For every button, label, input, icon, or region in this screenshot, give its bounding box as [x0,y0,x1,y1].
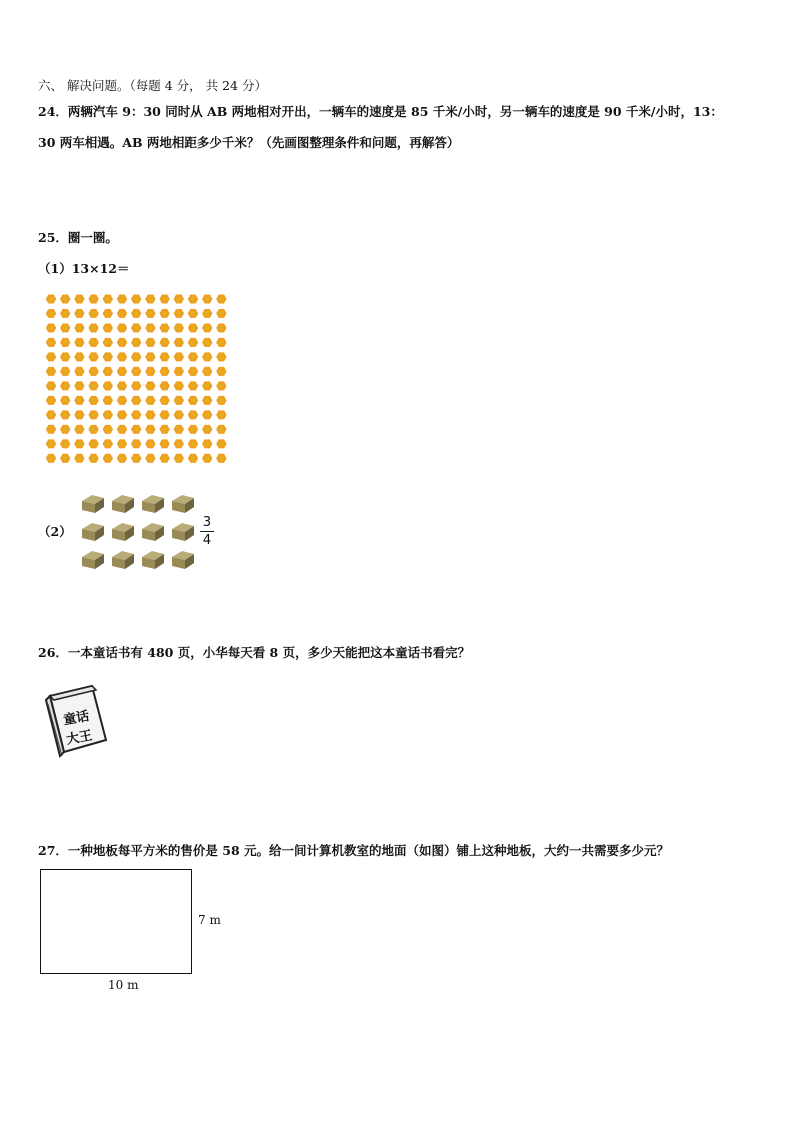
brick-icon [142,495,164,513]
brick-icon [112,551,134,569]
flower-icon [174,294,184,303]
flower-icon [74,396,84,405]
flower-icon [46,439,56,448]
flower-icon [145,439,155,448]
flower-icon [89,309,99,318]
flower-icon [46,294,56,303]
flower-icon [117,396,127,405]
flower-icon [74,454,84,463]
flower-icon [103,367,113,376]
flower-icon [60,338,70,347]
flower-icon [188,323,198,332]
flower-icon [160,367,170,376]
flower-icon [160,425,170,434]
brick-grid [79,493,199,575]
flower-icon [174,439,184,448]
flower-icon [202,294,212,303]
flower-icon [216,425,226,434]
brick-icon [172,495,194,513]
flower-icon [131,367,141,376]
flower-icon [160,338,170,347]
flower-icon [174,425,184,434]
flower-icon [103,309,113,318]
flower-icon [202,323,212,332]
flower-icon [188,309,198,318]
brick-icon [82,551,104,569]
flower-icon [117,454,127,463]
flower-icon [74,439,84,448]
flower-icon [160,454,170,463]
flower-icon [89,439,99,448]
flower-icon [216,338,226,347]
width-dimension-label: 10 m [108,978,139,992]
flower-icon [131,294,141,303]
flower-icon [60,425,70,434]
flower-icon [160,352,170,361]
flower-icon [145,425,155,434]
flower-icon [188,439,198,448]
flower-icon [131,439,141,448]
flower-icon [74,425,84,434]
flower-icon [131,323,141,332]
flower-icon [188,338,198,347]
flower-icon [117,309,127,318]
brick-icon [142,523,164,541]
flower-icon [117,439,127,448]
flower-icon [103,396,113,405]
flower-icon [216,309,226,318]
book-title-line2: 大王 [65,728,94,748]
flower-icon [131,381,141,390]
flower-icon [103,454,113,463]
q25-title: 25．圈一圈。 [38,230,118,245]
fairy-tale-book-illustration [42,682,114,764]
flower-icon [103,352,113,361]
flower-icon [216,396,226,405]
flower-icon [202,309,212,318]
flower-grid [45,293,227,475]
height-dimension-label: 7 m [198,913,221,927]
flower-icon [103,381,113,390]
flower-icon [131,454,141,463]
flower-icon [174,396,184,405]
flower-icon [145,381,155,390]
q25-part1-label: （1）13×12＝ [38,261,130,276]
fraction-three-quarters [200,515,214,548]
flower-icon [216,352,226,361]
flower-icon [216,367,226,376]
flower-icon [188,396,198,405]
flower-icon [74,367,84,376]
flower-icon [60,294,70,303]
flower-icon [174,338,184,347]
flower-icon [216,410,226,419]
flower-icon [145,294,155,303]
flower-icon [60,352,70,361]
flower-icon [174,367,184,376]
q24-line1: 24．两辆汽车 9：30 同时从 AB 两地相对开出，一辆车的速度是 85 千米/小时，另一辆车的速度是 90 千米/小时，13： [38,104,723,119]
flower-icon [74,352,84,361]
flower-icon [202,338,212,347]
flower-icon [103,323,113,332]
flower-icon [117,410,127,419]
flower-icon [117,352,127,361]
q24-line2: 30 两车相遇。AB 两地相距多少千米？（先画图整理条件和问题，再解答） [38,135,460,150]
flower-icon [89,454,99,463]
flower-icon [174,309,184,318]
flower-icon [89,381,99,390]
book-title-line1: 童话 [62,709,91,729]
flower-icon [202,396,212,405]
flower-icon [89,396,99,405]
flower-icon [145,367,155,376]
flower-icon [117,367,127,376]
flower-icon [89,352,99,361]
fraction-denominator: 4 [202,533,212,548]
flower-icon [202,381,212,390]
flower-icon [103,410,113,419]
flower-icon [74,309,84,318]
flower-icon [188,294,198,303]
flower-icon [145,396,155,405]
flower-icon [60,367,70,376]
flower-icon [131,410,141,419]
flower-icon [103,294,113,303]
flower-icon [174,381,184,390]
flower-icon [60,454,70,463]
flower-icon [117,425,127,434]
flower-icon [188,454,198,463]
flower-icon [131,309,141,318]
q25-part2-label: （2） [38,524,72,539]
flower-icon [103,425,113,434]
flower-icon [117,338,127,347]
brick-icon [112,523,134,541]
flower-icon [117,294,127,303]
flower-icon [188,381,198,390]
flower-icon [89,294,99,303]
flower-icon [188,352,198,361]
flower-icon [74,323,84,332]
flower-icon [117,381,127,390]
flower-icon [60,309,70,318]
flower-icon [160,410,170,419]
flower-icon [89,410,99,419]
flower-icon [188,367,198,376]
flower-icon [216,454,226,463]
flower-icon [174,352,184,361]
brick-icon [172,551,194,569]
flower-icon [131,425,141,434]
flower-icon [202,439,212,448]
flower-icon [145,323,155,332]
flower-icon [60,410,70,419]
flower-icon [60,396,70,405]
flower-icon [89,323,99,332]
flower-icon [131,338,141,347]
flower-icon [216,439,226,448]
flower-icon [188,425,198,434]
flower-icon [160,309,170,318]
flower-icon [46,410,56,419]
flower-icon [145,410,155,419]
fraction-numerator: 3 [202,515,212,530]
flower-icon [145,454,155,463]
section-heading: 六、 解决问题。（每题 4 分， 共 24 分） [38,78,267,93]
flower-icon [60,323,70,332]
flower-icon [174,323,184,332]
flower-icon [103,338,113,347]
flower-icon [160,381,170,390]
flower-icon [216,323,226,332]
flower-icon [74,410,84,419]
flower-icon [46,323,56,332]
flower-icon [46,338,56,347]
brick-icon [82,495,104,513]
flower-icon [60,439,70,448]
flower-icon [131,396,141,405]
flower-icon [117,323,127,332]
flower-icon [131,352,141,361]
flower-icon [202,352,212,361]
flower-icon [188,410,198,419]
flower-icon [174,410,184,419]
q26-text: 26．一本童话书有 480 页，小华每天看 8 页，多少天能把这本童话书看完？ [38,645,471,660]
fraction-bar [200,531,214,532]
flower-icon [74,294,84,303]
flower-icon [160,439,170,448]
flower-icon [216,294,226,303]
flower-icon [202,454,212,463]
flower-icon [46,454,56,463]
flower-icon [46,352,56,361]
flower-icon [160,396,170,405]
flower-icon [160,323,170,332]
flower-icon [145,309,155,318]
flower-icon [103,439,113,448]
flower-icon [145,352,155,361]
flower-icon [174,454,184,463]
flower-icon [202,425,212,434]
brick-icon [172,523,194,541]
flower-icon [74,381,84,390]
flower-icon [74,338,84,347]
flower-icon [89,425,99,434]
flower-icon [145,338,155,347]
flower-icon [202,367,212,376]
flower-icon [46,425,56,434]
flower-icon [202,410,212,419]
flower-icon [46,396,56,405]
flower-icon [89,338,99,347]
flower-icon [46,309,56,318]
brick-icon [82,523,104,541]
flower-icon [216,381,226,390]
q27-text: 27．一种地板每平方米的售价是 58 元。给一间计算机教室的地面（如图）铺上这种地板，大约一共需要多少元？ [38,843,669,858]
flower-icon [160,294,170,303]
classroom-floor-rectangle [40,869,192,974]
flower-icon [46,381,56,390]
flower-icon [60,381,70,390]
flower-icon [89,367,99,376]
brick-icon [112,495,134,513]
flower-icon [46,367,56,376]
brick-icon [142,551,164,569]
